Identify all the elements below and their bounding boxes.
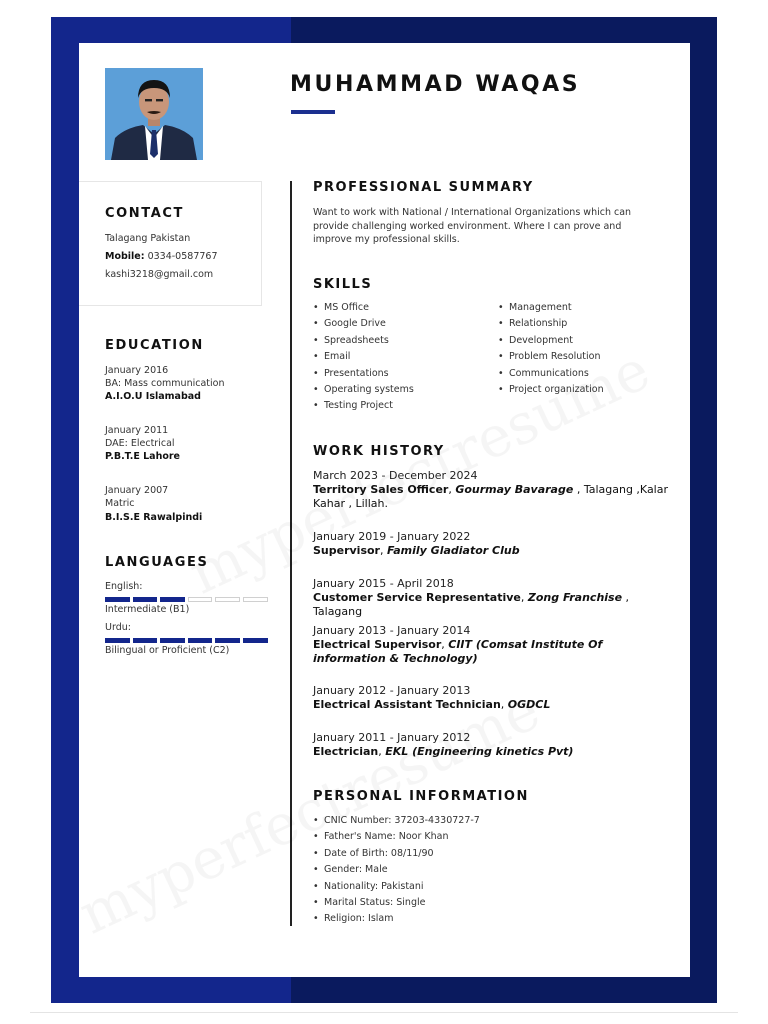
rating-segment <box>243 597 268 602</box>
education-date: January 2011 <box>105 425 169 436</box>
skill-item: • Relationship <box>498 316 604 332</box>
skill-item: • Development <box>498 333 604 349</box>
rating-segment <box>105 597 130 602</box>
rating-segment <box>133 638 158 643</box>
skill-item: • Google Drive <box>313 316 414 332</box>
person-icon <box>105 68 203 160</box>
contact-location: Talagang Pakistan <box>105 233 191 244</box>
work-role: Customer Service Representative, Zong Franchise , Talagang <box>313 591 630 618</box>
work-company: Gourmay Bavarage <box>455 483 574 496</box>
work-dates: January 2019 - January 2022 <box>313 530 471 543</box>
education-date: January 2007 <box>105 485 169 496</box>
summary-heading: PROFESSIONAL SUMMARY <box>313 180 534 195</box>
language-level: Intermediate (B1) <box>105 604 190 615</box>
work-dates: January 2013 - January 2014 <box>313 624 471 637</box>
skill-item: • Project organization <box>498 382 604 398</box>
profile-photo <box>105 68 203 160</box>
work-dates: January 2011 - January 2012 <box>313 731 471 744</box>
personal-item: • Father's Name: Noor Khan <box>313 829 480 845</box>
work-entry <box>313 530 668 558</box>
personal-item: • Gender: Male <box>313 862 480 878</box>
language-name: Urdu: <box>105 622 131 633</box>
work-entry <box>313 624 668 665</box>
work-title: Territory Sales Officer <box>313 483 449 496</box>
work-heading: WORK HISTORY <box>313 444 445 459</box>
page-bottom-rule <box>30 1012 738 1013</box>
skill-item: • Communications <box>498 366 604 382</box>
education-institution: B.I.S.E Rawalpindi <box>105 512 203 523</box>
work-title: Customer Service Representative <box>313 591 521 604</box>
education-degree: BA: Mass communication <box>105 378 225 389</box>
skill-item: • Email <box>313 349 414 365</box>
personal-item: • Religion: Islam <box>313 911 480 927</box>
rating-segment <box>105 638 130 643</box>
work-company: OGDCL <box>507 698 551 711</box>
language-rating-bar <box>105 597 268 602</box>
mobile-number: 0334-0587767 <box>147 251 218 262</box>
contact-mobile <box>105 251 218 262</box>
skill-item: • Management <box>498 300 604 316</box>
skill-item: • MS Office <box>313 300 414 316</box>
work-title: Electrician <box>313 745 379 758</box>
work-title: Supervisor <box>313 544 380 557</box>
work-role: Territory Sales Officer, Gourmay Bavarage , Talagang ,Kalar Kahar , Lillah. <box>313 483 669 510</box>
personal-item: • Marital Status: Single <box>313 895 480 911</box>
skill-item: • Operating systems <box>313 382 414 398</box>
skill-item: • Spreadsheets <box>313 333 414 349</box>
work-entry <box>313 577 668 618</box>
work-company: Family Gladiator Club <box>386 544 520 557</box>
personal-item: • Date of Birth: 08/11/90 <box>313 846 480 862</box>
rating-segment <box>133 597 158 602</box>
work-company: CIIT (Comsat Institute Of information & Technology) <box>313 638 603 665</box>
language-rating-bar <box>105 638 268 643</box>
work-dates: January 2015 - April 2018 <box>313 577 454 590</box>
rating-segment <box>160 597 185 602</box>
skill-item: • Testing Project <box>313 398 414 414</box>
summary-text: Want to work with National / International Organizations which can provide challenging worked environment. Where I can prove and improve my professional skills. <box>313 207 632 245</box>
work-role: Electrical Supervisor, CIIT (Comsat Institute Of information & Technology) <box>313 638 603 665</box>
contact-email: kashi3218@gmail.com <box>105 269 214 280</box>
work-company: EKL (Engineering kinetics Pvt) <box>385 745 574 758</box>
personal-heading: PERSONAL INFORMATION <box>313 789 529 804</box>
education-institution: A.I.O.U Islamabad <box>105 391 201 402</box>
languages-heading: LANGUAGES <box>105 555 209 570</box>
skills-list-left <box>313 300 414 415</box>
work-dates: January 2012 - January 2013 <box>313 684 471 697</box>
work-title: Electrical Assistant Technician <box>313 698 501 711</box>
work-title: Electrical Supervisor <box>313 638 442 651</box>
language-name: English: <box>105 581 143 592</box>
mobile-label: Mobile: <box>105 251 145 262</box>
work-role: Electrical Assistant Technician, OGDCL <box>313 698 551 711</box>
education-date: January 2016 <box>105 365 169 376</box>
education-degree: Matric <box>105 498 135 509</box>
language-level: Bilingual or Proficient (C2) <box>105 645 230 656</box>
name-underline <box>291 110 335 114</box>
work-location: , Talagang <box>313 591 630 618</box>
rating-segment <box>215 638 240 643</box>
work-dates: March 2023 - December 2024 <box>313 469 478 482</box>
work-role: Electrician, EKL (Engineering kinetics Pvt) <box>313 745 574 758</box>
skill-item: • Presentations <box>313 366 414 382</box>
work-company: Zong Franchise <box>527 591 623 604</box>
education-institution: P.B.T.E Lahore <box>105 451 181 462</box>
education-heading: EDUCATION <box>105 338 204 353</box>
skill-item: • Problem Resolution <box>498 349 604 365</box>
education-degree: DAE: Electrical <box>105 438 175 449</box>
rating-segment <box>160 638 185 643</box>
skills-heading: SKILLS <box>313 277 373 292</box>
rating-segment <box>188 638 213 643</box>
personal-item: • Nationality: Pakistani <box>313 879 480 895</box>
candidate-name: MUHAMMAD WAQAS <box>290 72 581 97</box>
work-role: Supervisor, Family Gladiator Club <box>313 544 520 557</box>
contact-heading: CONTACT <box>105 206 184 221</box>
rating-segment <box>243 638 268 643</box>
work-location: , Talagang ,Kalar Kahar , Lillah. <box>313 483 669 510</box>
personal-item: • CNIC Number: 37203-4330727-7 <box>313 813 480 829</box>
